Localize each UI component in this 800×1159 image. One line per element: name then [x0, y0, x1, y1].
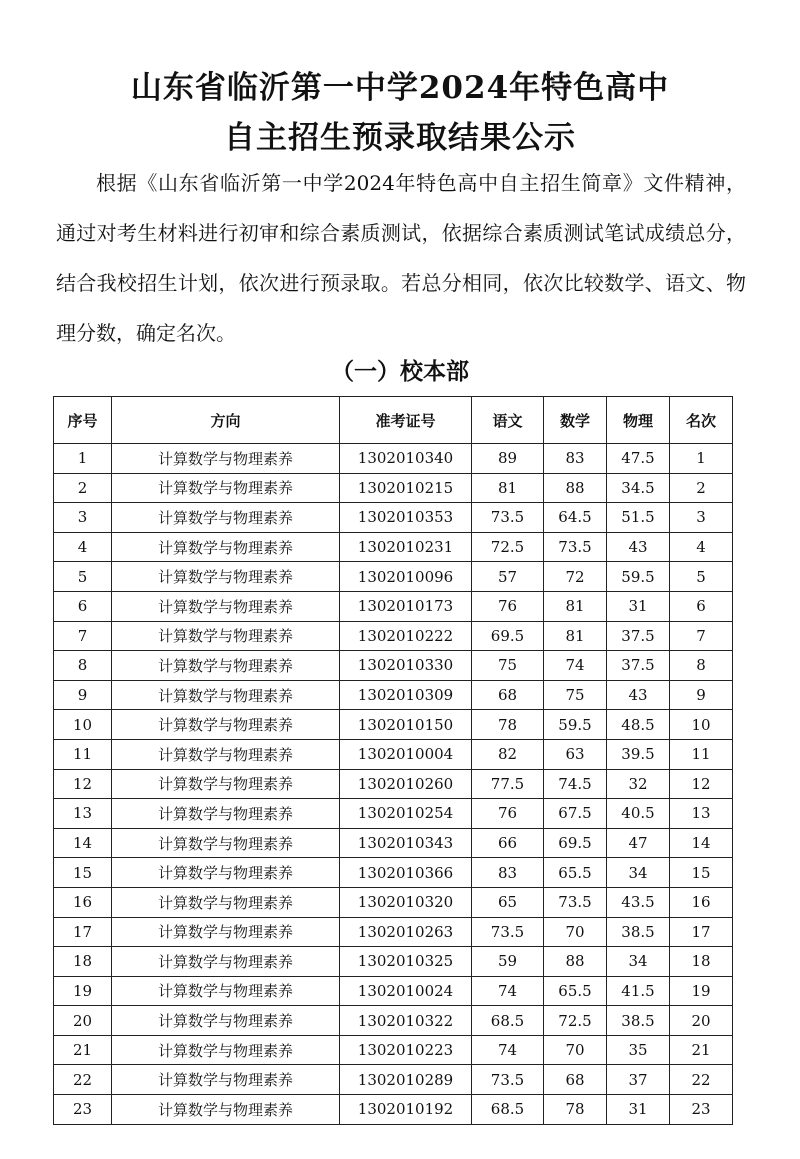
table-row [54, 947, 733, 977]
col-header-physics: 物理 [607, 397, 670, 444]
cell-direction: 计算数学与物理素养 [112, 739, 340, 769]
title-line-1: 山东省临沂第一中学2024年特色高中 [130, 70, 670, 106]
cell-physics: 51.5 [607, 503, 670, 533]
cell-chinese: 65 [472, 887, 544, 917]
col-header-exam-id: 准考证号 [340, 397, 472, 444]
cell-direction: 计算数学与物理素养 [112, 621, 340, 651]
cell-physics: 40.5 [607, 799, 670, 829]
cell-exam-id: 1302010192 [340, 1095, 472, 1125]
cell-math: 74 [544, 651, 607, 681]
cell-direction: 计算数学与物理素养 [112, 1035, 340, 1065]
cell-chinese: 82 [472, 739, 544, 769]
cell-index: 11 [54, 739, 112, 769]
cell-rank: 2 [670, 473, 733, 503]
cell-math: 70 [544, 1035, 607, 1065]
cell-physics: 32 [607, 769, 670, 799]
cell-physics: 48.5 [607, 710, 670, 740]
cell-physics: 38.5 [607, 1006, 670, 1036]
cell-direction: 计算数学与物理素养 [112, 1065, 340, 1095]
cell-math: 70 [544, 917, 607, 947]
cell-direction: 计算数学与物理素养 [112, 1095, 340, 1125]
cell-exam-id: 1302010309 [340, 680, 472, 710]
cell-chinese: 89 [472, 444, 544, 474]
cell-physics: 43 [607, 532, 670, 562]
table-row [54, 473, 733, 503]
cell-rank: 15 [670, 858, 733, 888]
cell-exam-id: 1302010004 [340, 739, 472, 769]
cell-direction: 计算数学与物理素养 [112, 858, 340, 888]
table-row [54, 739, 733, 769]
table-row [54, 1095, 733, 1125]
cell-math: 67.5 [544, 799, 607, 829]
cell-index: 6 [54, 591, 112, 621]
table-row [54, 621, 733, 651]
col-header-index: 序号 [54, 397, 112, 444]
cell-exam-id: 1302010330 [340, 651, 472, 681]
cell-rank: 8 [670, 651, 733, 681]
cell-physics: 34 [607, 858, 670, 888]
cell-index: 20 [54, 1006, 112, 1036]
cell-chinese: 68.5 [472, 1006, 544, 1036]
table-row [54, 858, 733, 888]
cell-exam-id: 1302010231 [340, 532, 472, 562]
cell-exam-id: 1302010222 [340, 621, 472, 651]
cell-exam-id: 1302010366 [340, 858, 472, 888]
cell-index: 10 [54, 710, 112, 740]
cell-math: 73.5 [544, 532, 607, 562]
cell-physics: 35 [607, 1035, 670, 1065]
cell-direction: 计算数学与物理素养 [112, 887, 340, 917]
cell-index: 2 [54, 473, 112, 503]
cell-chinese: 74 [472, 976, 544, 1006]
cell-physics: 37.5 [607, 621, 670, 651]
cell-math: 65.5 [544, 858, 607, 888]
cell-exam-id: 1302010343 [340, 828, 472, 858]
cell-index: 3 [54, 503, 112, 533]
cell-direction: 计算数学与物理素养 [112, 769, 340, 799]
table-row [54, 562, 733, 592]
table-body [54, 444, 733, 1125]
cell-math: 81 [544, 591, 607, 621]
cell-direction: 计算数学与物理素养 [112, 1006, 340, 1036]
cell-rank: 21 [670, 1035, 733, 1065]
cell-exam-id: 1302010340 [340, 444, 472, 474]
cell-direction: 计算数学与物理素养 [112, 473, 340, 503]
col-header-chinese: 语文 [472, 397, 544, 444]
cell-index: 13 [54, 799, 112, 829]
cell-rank: 3 [670, 503, 733, 533]
cell-direction: 计算数学与物理素养 [112, 828, 340, 858]
intro-paragraph: 根据《山东省临沂第一中学2024年特色高中自主招生简章》文件精神，通过对考生材料进行初审和综合素质测试，依据综合素质测试笔试成绩总分，结合我校招生计划，依次进行预录取。若总分相同，依次比较数学、语文、物理分数，确定名次。 [56, 171, 746, 345]
cell-physics: 34 [607, 947, 670, 977]
cell-chinese: 73.5 [472, 503, 544, 533]
cell-physics: 31 [607, 591, 670, 621]
cell-direction: 计算数学与物理素养 [112, 917, 340, 947]
col-header-math: 数学 [544, 397, 607, 444]
cell-physics: 43.5 [607, 887, 670, 917]
cell-rank: 13 [670, 799, 733, 829]
cell-index: 12 [54, 769, 112, 799]
cell-math: 59.5 [544, 710, 607, 740]
cell-direction: 计算数学与物理素养 [112, 651, 340, 681]
cell-math: 68 [544, 1065, 607, 1095]
cell-index: 9 [54, 680, 112, 710]
cell-exam-id: 1302010289 [340, 1065, 472, 1095]
table-row [54, 532, 733, 562]
cell-physics: 41.5 [607, 976, 670, 1006]
table-row [54, 769, 733, 799]
cell-chinese: 68.5 [472, 1095, 544, 1125]
cell-exam-id: 1302010263 [340, 917, 472, 947]
cell-rank: 10 [670, 710, 733, 740]
cell-direction: 计算数学与物理素养 [112, 710, 340, 740]
table-row [54, 799, 733, 829]
table-row [54, 680, 733, 710]
cell-direction: 计算数学与物理素养 [112, 799, 340, 829]
table-header-row [54, 397, 733, 444]
table-row [54, 503, 733, 533]
cell-index: 22 [54, 1065, 112, 1095]
cell-physics: 31 [607, 1095, 670, 1125]
col-header-rank: 名次 [670, 397, 733, 444]
cell-math: 88 [544, 947, 607, 977]
cell-physics: 38.5 [607, 917, 670, 947]
section-heading: （一）校本部 [331, 358, 469, 385]
table-row [54, 1035, 733, 1065]
cell-physics: 37 [607, 1065, 670, 1095]
cell-math: 64.5 [544, 503, 607, 533]
table-row [54, 1006, 733, 1036]
cell-direction: 计算数学与物理素养 [112, 680, 340, 710]
cell-index: 8 [54, 651, 112, 681]
cell-chinese: 76 [472, 799, 544, 829]
cell-physics: 47 [607, 828, 670, 858]
cell-exam-id: 1302010223 [340, 1035, 472, 1065]
cell-chinese: 68 [472, 680, 544, 710]
table-row [54, 976, 733, 1006]
cell-math: 72.5 [544, 1006, 607, 1036]
cell-math: 69.5 [544, 828, 607, 858]
cell-rank: 6 [670, 591, 733, 621]
cell-exam-id: 1302010320 [340, 887, 472, 917]
cell-math: 83 [544, 444, 607, 474]
cell-chinese: 81 [472, 473, 544, 503]
cell-math: 78 [544, 1095, 607, 1125]
cell-math: 81 [544, 621, 607, 651]
cell-exam-id: 1302010150 [340, 710, 472, 740]
cell-rank: 4 [670, 532, 733, 562]
table-row [54, 591, 733, 621]
table-row [54, 1065, 733, 1095]
cell-direction: 计算数学与物理素养 [112, 976, 340, 1006]
table-row [54, 710, 733, 740]
cell-rank: 20 [670, 1006, 733, 1036]
table-row [54, 651, 733, 681]
admission-results-table [53, 396, 733, 1125]
cell-chinese: 76 [472, 591, 544, 621]
table-row [54, 887, 733, 917]
cell-rank: 1 [670, 444, 733, 474]
cell-math: 73.5 [544, 887, 607, 917]
cell-math: 74.5 [544, 769, 607, 799]
cell-chinese: 69.5 [472, 621, 544, 651]
cell-rank: 22 [670, 1065, 733, 1095]
cell-physics: 59.5 [607, 562, 670, 592]
cell-chinese: 78 [472, 710, 544, 740]
cell-index: 19 [54, 976, 112, 1006]
cell-direction: 计算数学与物理素养 [112, 444, 340, 474]
cell-chinese: 57 [472, 562, 544, 592]
cell-index: 23 [54, 1095, 112, 1125]
cell-chinese: 73.5 [472, 1065, 544, 1095]
cell-exam-id: 1302010096 [340, 562, 472, 592]
cell-rank: 18 [670, 947, 733, 977]
cell-rank: 16 [670, 887, 733, 917]
cell-index: 4 [54, 532, 112, 562]
cell-rank: 17 [670, 917, 733, 947]
title-line-2: 自主招生预录取结果公示 [224, 120, 576, 156]
cell-exam-id: 1302010353 [340, 503, 472, 533]
cell-exam-id: 1302010260 [340, 769, 472, 799]
cell-index: 16 [54, 887, 112, 917]
cell-chinese: 73.5 [472, 917, 544, 947]
cell-rank: 11 [670, 739, 733, 769]
col-header-direction: 方向 [112, 397, 340, 444]
cell-direction: 计算数学与物理素养 [112, 591, 340, 621]
cell-direction: 计算数学与物理素养 [112, 532, 340, 562]
cell-math: 63 [544, 739, 607, 769]
cell-index: 14 [54, 828, 112, 858]
cell-chinese: 59 [472, 947, 544, 977]
cell-index: 18 [54, 947, 112, 977]
cell-rank: 19 [670, 976, 733, 1006]
cell-chinese: 83 [472, 858, 544, 888]
cell-physics: 39.5 [607, 739, 670, 769]
cell-physics: 37.5 [607, 651, 670, 681]
cell-rank: 9 [670, 680, 733, 710]
cell-exam-id: 1302010254 [340, 799, 472, 829]
cell-physics: 47.5 [607, 444, 670, 474]
cell-exam-id: 1302010215 [340, 473, 472, 503]
cell-direction: 计算数学与物理素养 [112, 503, 340, 533]
cell-rank: 23 [670, 1095, 733, 1125]
cell-rank: 7 [670, 621, 733, 651]
cell-chinese: 74 [472, 1035, 544, 1065]
cell-rank: 14 [670, 828, 733, 858]
cell-rank: 5 [670, 562, 733, 592]
cell-index: 21 [54, 1035, 112, 1065]
cell-chinese: 66 [472, 828, 544, 858]
table-row [54, 917, 733, 947]
cell-exam-id: 1302010325 [340, 947, 472, 977]
cell-direction: 计算数学与物理素养 [112, 562, 340, 592]
cell-physics: 34.5 [607, 473, 670, 503]
cell-math: 75 [544, 680, 607, 710]
cell-chinese: 77.5 [472, 769, 544, 799]
cell-math: 65.5 [544, 976, 607, 1006]
table-row [54, 828, 733, 858]
cell-chinese: 75 [472, 651, 544, 681]
cell-index: 15 [54, 858, 112, 888]
cell-index: 1 [54, 444, 112, 474]
table-row [54, 444, 733, 474]
cell-math: 88 [544, 473, 607, 503]
cell-exam-id: 1302010173 [340, 591, 472, 621]
cell-index: 7 [54, 621, 112, 651]
cell-index: 17 [54, 917, 112, 947]
cell-exam-id: 1302010024 [340, 976, 472, 1006]
cell-rank: 12 [670, 769, 733, 799]
cell-math: 72 [544, 562, 607, 592]
cell-physics: 43 [607, 680, 670, 710]
cell-direction: 计算数学与物理素养 [112, 947, 340, 977]
cell-chinese: 72.5 [472, 532, 544, 562]
cell-index: 5 [54, 562, 112, 592]
cell-exam-id: 1302010322 [340, 1006, 472, 1036]
